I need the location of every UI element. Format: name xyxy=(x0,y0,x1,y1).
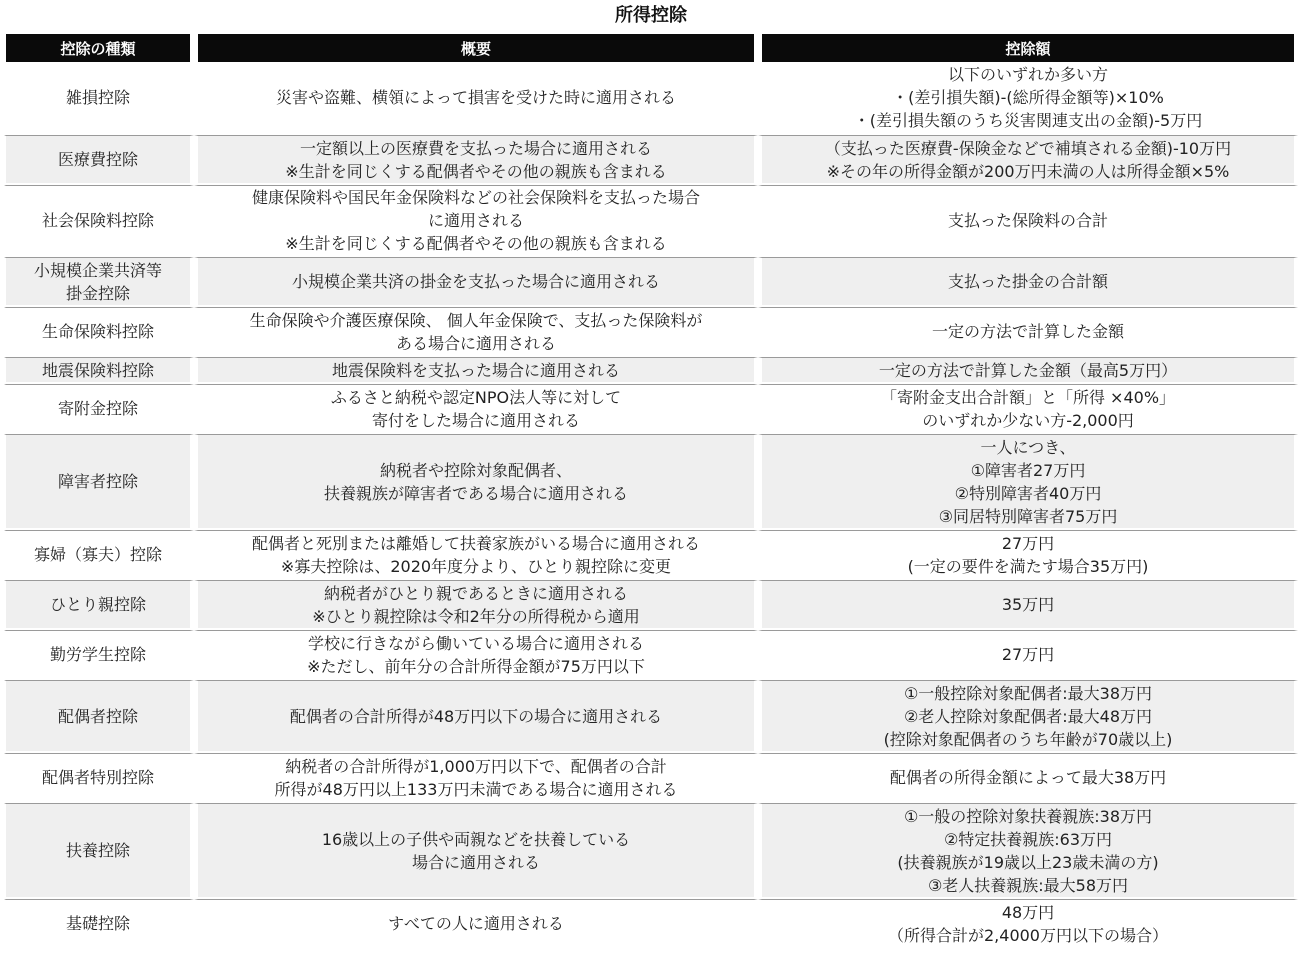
header-summary: 概要 xyxy=(194,34,758,62)
deduction-type: 小規模企業共済等 掛金控除 xyxy=(4,257,194,307)
table-row xyxy=(4,530,1298,580)
deduction-summary: 一定額以上の医療費を支払った場合に適用される ※生計を同じくする配偶者やその他の親族も含まれる xyxy=(194,135,758,185)
deduction-amount: 一人につき、 ①障害者27万円 ②特別障害者40万円 ③同居特別障害者75万円 xyxy=(758,434,1298,530)
deduction-type: 地震保険料控除 xyxy=(4,357,194,384)
deduction-summary: 配偶者と死別または離婚して扶養家族がいる場合に適用される ※寡夫控除は、2020年度分より、ひとり親控除に変更 xyxy=(194,530,758,580)
deduction-summary: 16歳以上の子供や両親などを扶養している 場合に適用される xyxy=(194,803,758,899)
deduction-amount: 「寄附金支出合計額」と「所得 ×40%」 のいずれか少ない方-2,000円 xyxy=(758,384,1298,434)
deduction-summary: ふるさと納税や認定NPO法人等に対して 寄付をした場合に適用される xyxy=(194,384,758,434)
deduction-type: 医療費控除 xyxy=(4,135,194,185)
deduction-amount: ①一般の控除対象扶養親族:38万円 ②特定扶養親族:63万円 (扶養親族が19歳以上23歳未満の方) ③老人扶養親族:最大58万円 xyxy=(758,803,1298,899)
table-row xyxy=(4,680,1298,753)
deduction-type: 配偶者控除 xyxy=(4,680,194,753)
deduction-type: 障害者控除 xyxy=(4,434,194,530)
page-title: 所得控除 xyxy=(615,5,687,26)
deduction-amount: ①一般控除対象配偶者:最大38万円 ②老人控除対象配偶者:最大48万円 (控除対象配偶者のうち年齢が70歳以上) xyxy=(758,680,1298,753)
deduction-amount: 以下のいずれか多い方 ・(差引損失額)-(総所得金額等)×10% ・(差引損失額のうち災害関連支出の金額)-5万円 xyxy=(758,62,1298,135)
table-row xyxy=(4,384,1298,434)
deduction-amount: 支払った保険料の合計 xyxy=(758,185,1298,257)
deduction-summary: 納税者の合計所得が1,000万円以下で、配偶者の合計 所得が48万円以上133万円未満である場合に適用される xyxy=(194,753,758,803)
deduction-type: 基礎控除 xyxy=(4,899,194,949)
deduction-amount: 一定の方法で計算した金額 xyxy=(758,307,1298,357)
header-row xyxy=(4,34,1298,62)
table-row xyxy=(4,307,1298,357)
deduction-summary: 地震保険料を支払った場合に適用される xyxy=(194,357,758,384)
deduction-amount: 配偶者の所得金額によって最大38万円 xyxy=(758,753,1298,803)
deduction-type: 扶養控除 xyxy=(4,803,194,899)
deduction-amount: 48万円 （所得合計が2,4000万円以下の場合） xyxy=(758,899,1298,949)
deduction-type: ひとり親控除 xyxy=(4,580,194,630)
deduction-summary: 納税者や控除対象配偶者、 扶養親族が障害者である場合に適用される xyxy=(194,434,758,530)
deduction-type: 配偶者特別控除 xyxy=(4,753,194,803)
table-row xyxy=(4,803,1298,899)
deduction-summary: 学校に行きながら働いている場合に適用される ※ただし、前年分の合計所得金額が75万円以下 xyxy=(194,630,758,680)
table-row xyxy=(4,62,1298,135)
deduction-table xyxy=(4,34,1298,949)
deduction-amount: 支払った掛金の合計額 xyxy=(758,257,1298,307)
deduction-type: 雑損控除 xyxy=(4,62,194,135)
deduction-amount: 一定の方法で計算した金額（最高5万円） xyxy=(758,357,1298,384)
deduction-summary: 健康保険料や国民年金保険料などの社会保険料を支払った場合 に適用される ※生計を同じくする配偶者やその他の親族も含まれる xyxy=(194,185,758,257)
deduction-summary: 配偶者の合計所得が48万円以下の場合に適用される xyxy=(194,680,758,753)
deduction-type: 寡婦（寡夫）控除 xyxy=(4,530,194,580)
deduction-amount: 27万円 xyxy=(758,630,1298,680)
table-row xyxy=(4,135,1298,185)
deduction-summary: すべての人に適用される xyxy=(194,899,758,949)
table-row xyxy=(4,630,1298,680)
table-row xyxy=(4,185,1298,257)
header-amount: 控除額 xyxy=(758,34,1298,62)
deduction-summary: 生命保険や介護医療保険、 個人年金保険で、支払った保険料が ある場合に適用される xyxy=(194,307,758,357)
deduction-type: 勤労学生控除 xyxy=(4,630,194,680)
table-row xyxy=(4,357,1298,384)
deduction-type: 寄附金控除 xyxy=(4,384,194,434)
deduction-amount: 35万円 xyxy=(758,580,1298,630)
table-row xyxy=(4,434,1298,530)
table-row xyxy=(4,257,1298,307)
table-row xyxy=(4,899,1298,949)
deduction-summary: 納税者がひとり親であるときに適用される ※ひとり親控除は令和2年分の所得税から適用 xyxy=(194,580,758,630)
table-row xyxy=(4,580,1298,630)
deduction-summary: 小規模企業共済の掛金を支払った場合に適用される xyxy=(194,257,758,307)
deduction-type: 社会保険料控除 xyxy=(4,185,194,257)
table-row xyxy=(4,753,1298,803)
deduction-summary: 災害や盗難、横領によって損害を受けた時に適用される xyxy=(194,62,758,135)
deduction-amount: 27万円 (一定の要件を満たす場合35万円) xyxy=(758,530,1298,580)
deduction-amount: （支払った医療費-保険金などで補填される金額)-10万円 ※その年の所得金額が200万円未満の人は所得金額×5% xyxy=(758,135,1298,185)
deduction-type: 生命保険料控除 xyxy=(4,307,194,357)
header-type: 控除の種類 xyxy=(4,34,194,62)
